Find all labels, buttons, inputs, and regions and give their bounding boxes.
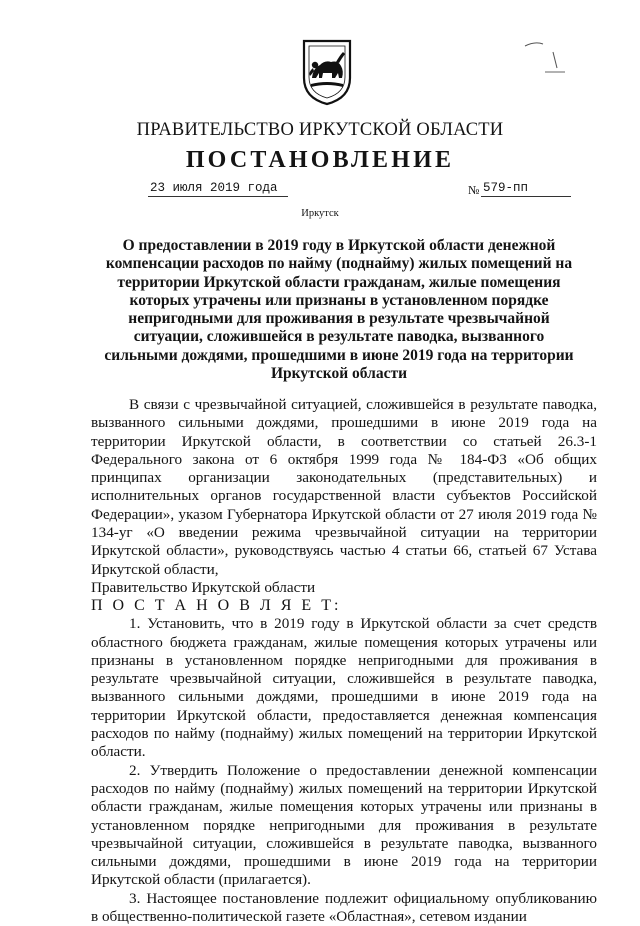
government-name: ПРАВИТЕЛЬСТВО ИРКУТСКОЙ ОБЛАСТИ [136, 120, 504, 140]
number-label: № [468, 183, 480, 197]
item-paragraph: 2. Утвердить Положение о предоставлении денежной компенсации расходов по найму (поднайму) жилых помещений на территории Иркутской области гражданам, жилые помещения которых утрачены или признаны в установленном порядке непригодными для проживания в результате чрезвычайной ситуации, сложившейся в результате паводка, вызванного сильными дождями, прошедшими в июне 2019 года на территории Иркутской области (прилагается). [91, 761, 597, 889]
document-number: 579-пп [481, 181, 571, 197]
item-paragraph: 3. Настоящее постановление подлежит официальному опубликованию в общественно-политической газете «Областная», сетевом издании [91, 889, 597, 926]
document-date: 23 июля 2019 года [148, 181, 288, 197]
decree-word: П О С Т А Н О В Л Я Е Т: [91, 597, 342, 615]
document-type: ПОСТАНОВЛЕНИЕ [185, 147, 455, 173]
preamble-end: Правительство Иркутской области [91, 578, 316, 596]
city-name: Иркутск [301, 208, 339, 219]
item-paragraph: 1. Установить, что в 2019 году в Иркутской области за счет средств областного бюджета гражданам, жилые помещения которых утрачены или признаны в установленном порядке непригодными для проживания в результате чрезвычайной ситуации, сложившейся в результате паводка, вызванного сильными дождями, прошедшими в июне 2019 года на территории Иркутской области, предоставляется денежная компенсация расходов по найму (поднайму) жилых помещений на территории Иркутской области. [91, 615, 597, 761]
preamble-paragraph: В связи с чрезвычайной ситуацией, сложившейся в результате паводка, вызванного сильными дождями, прошедшими в июне 2019 года на территории Иркутской области, в соответствии со статьей 26.3-1 Федерального закона от 6 октября 1999 года № 184-ФЗ «Об общих принципах организации законодательных (представительных) и исполнительных органов государственной власти субъектов Российской Федерации», указом Губернатора Иркутской области от 27 июля 2019 года № 134-уг «О введении режима чрезвычайной ситуации на территории Иркутской области», руководствуясь частью 4 статьи 66, статьей 67 Устава Иркутской области, [91, 396, 597, 578]
handwritten-mark [515, 38, 570, 78]
irkutsk-coat-of-arms-icon [301, 38, 353, 106]
document-title: О предоставлении в 2019 году в Иркутской области денежной компенсации расходов по найму (поднайму) жилых помещений на территории Иркутской области гражданам, жилые помещения которых утрачены или признаны в установленном порядке непригодными для проживания в результате чрезвычайной ситуации, сложившейся в результате паводка, вызванного сильными дождями, прошедшими в июне 2019 года на территории Иркутской области [104, 237, 574, 383]
document-body [91, 396, 597, 926]
